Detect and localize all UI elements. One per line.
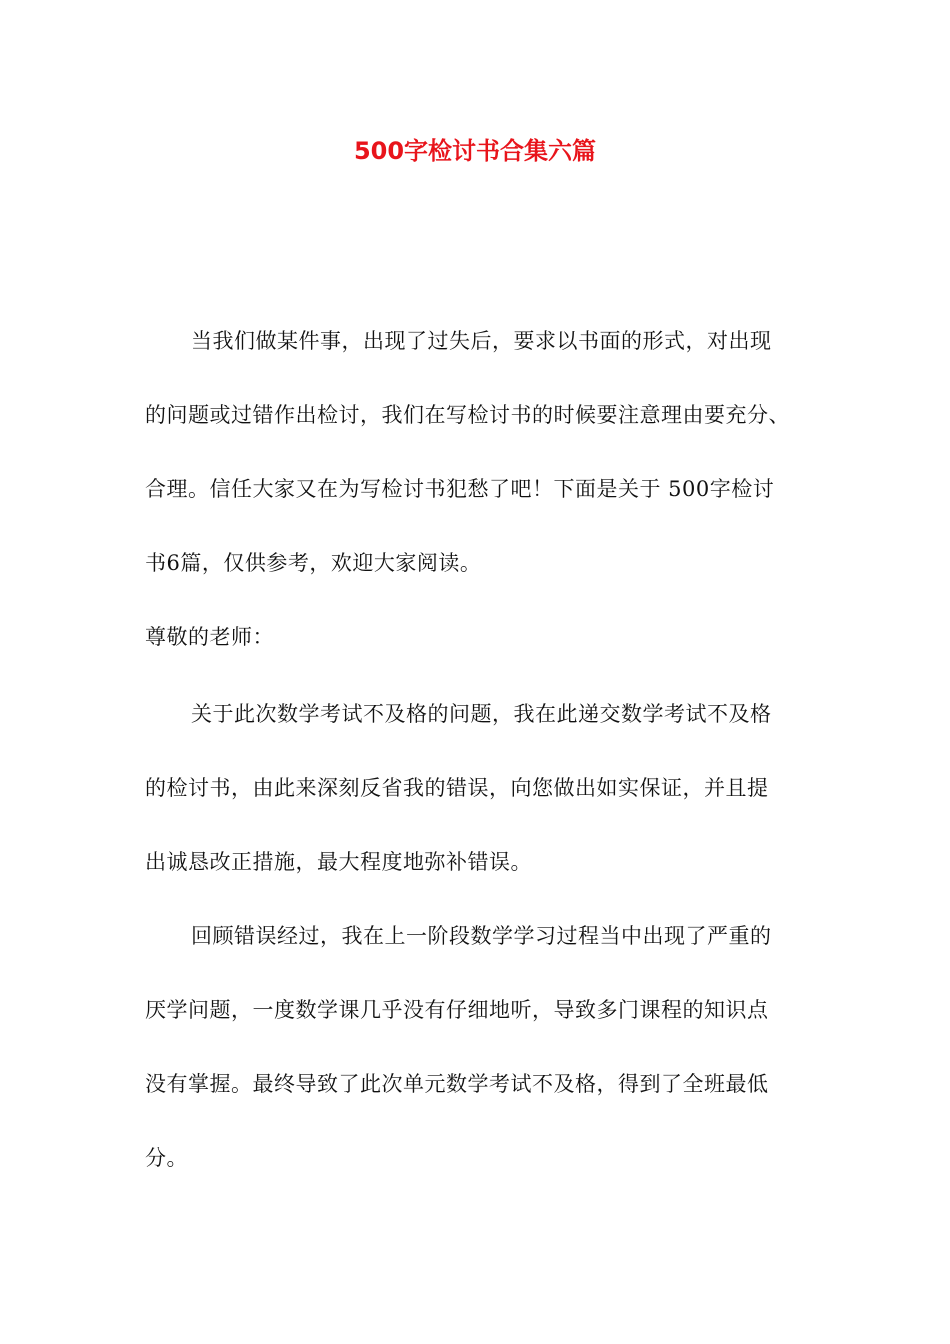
paragraph-3-line-4: 分。 <box>145 1146 188 1170</box>
paragraph-1-line-4: 书6篇，仅供参考，欢迎大家阅读。 <box>145 551 482 575</box>
paragraph-3-line-2: 厌学问题，一度数学课几乎没有仔细地听，导致多门课程的知识点 <box>145 998 769 1022</box>
paragraph-1-line-1: 当我们做某件事，出现了过失后，要求以书面的形式，对出现 <box>191 329 772 353</box>
paragraph-2-line-1: 关于此次数学考试不及格的问题，我在此递交数学考试不及格 <box>191 702 772 726</box>
paragraph-2-line-3: 出诚恳改正措施，最大程度地弥补错误。 <box>145 850 532 874</box>
paragraph-1-line-3: 合理。信任大家又在为写检讨书犯愁了吧！下面是关于 500字检讨 <box>145 477 775 501</box>
paragraph-3-line-3: 没有掌握。最终导致了此次单元数学考试不及格，得到了全班最低 <box>145 1072 769 1096</box>
paragraph-3-line-1: 回顾错误经过，我在上一阶段数学学习过程当中出现了严重的 <box>191 924 772 948</box>
salutation: 尊敬的老师： <box>145 625 274 649</box>
document-title: 500字检讨书合集六篇 <box>353 137 597 165</box>
paragraph-2-line-2: 的检讨书，由此来深刻反省我的错误，向您做出如实保证，并且提 <box>145 776 769 800</box>
paragraph-1-line-2: 的问题或过错作出检讨，我们在写检讨书的时候要注意理由要充分、 <box>145 403 790 427</box>
